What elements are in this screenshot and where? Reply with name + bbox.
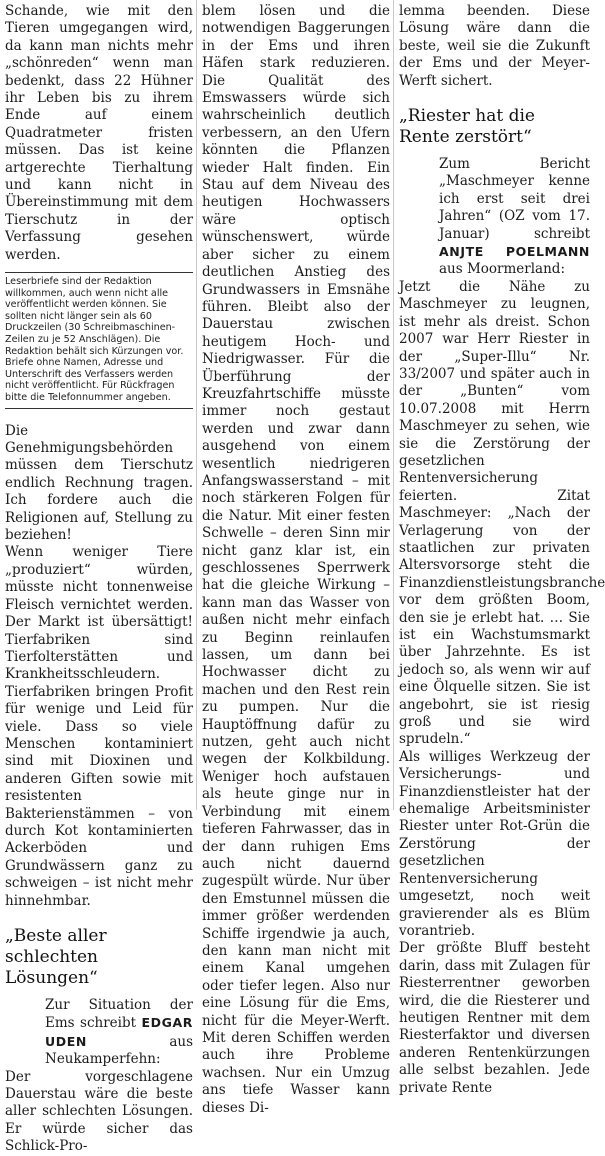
letter-paragraph: Der vorgeschlagene Dauerstau wäre die beste aller schlechten Lösungen. Er würde sicher das Schlick-Pro-: [5, 1068, 193, 1155]
letter-reference: [45, 997, 193, 1069]
editorial-notice: Leserbriefe sind der Redaktion willkommen, auch wenn nicht alle veröffentlicht werden können. Sie sollten nicht länger sein als 60 Druckzeilen (30 Schreibmaschinen-Zeilen zu je 52 Anschlägen). Die Redaktion behält sich Kürzungen vor. Briefe ohne Namen, Adresse und Unterschrift des Verfassers werden nicht veröffentlicht. Für Rückfragen bitte die Telefonnummer angeben.: [5, 272, 193, 409]
letter-paragraph: Die Genehmigungsbehörden müssen dem Tierschutz endlich Rechnung tragen. Ich fordere auch die Religionen auf, Stellung zu beziehen!: [5, 422, 193, 544]
article-column-2: [202, 3, 390, 1116]
author-name: ANJTE POELMANN: [439, 244, 590, 260]
reference-text: Zur Situation der Ems schreibt: [45, 997, 193, 1032]
column-divider: [393, 0, 394, 810]
letter-paragraph: Jetzt die Nähe zu Maschmeyer zu leugnen, ist mehr als dreist. Schon 2007 war Herr Riester in der „Super-Illu“ Nr. 33/2007 und später auch in der „Bunten“ vom 10.07.2008 mit Herrn Maschmeyer zu sehen, wie sie die Zerstörung der gesetzlichen Rentenversicherung feierten. Zitat Maschmeyer: „Nach der Verlagerung von der staatlichen zur privaten Altersvorsorge steht die Finanzdienstleistungsbranche vor dem größten Boom, den sie je erlebt hat. … Sie ist ein Wachstumsmarkt über Jahrzehnte. Es ist jedoch so, als wenn wir auf eine Ölquelle sitzen. Sie ist angebohrt, sie ist riesig groß und sie wird sprudeln.“: [399, 278, 605, 748]
author-name: EDGAR UDEN: [45, 1015, 193, 1049]
letter-headline: „Beste aller schlechten Lösungen“: [5, 926, 107, 988]
letter-paragraph: Der größte Bluff besteht darin, dass mit Zulagen für Riesterrentner geworben wird, die die Riesterer und heutigen Rentner mit dem Riesterfaktor und diversen anderen Rentenkürzungen alle selbst bezahlen. Jede private Rente: [399, 940, 590, 1096]
reference-origin: aus Neukamperfehn:: [45, 1033, 193, 1068]
letter-paragraph: Schande, wie mit den Tieren umgegangen wird, da kann man nichts mehr „schönreden“ wenn man bedenkt, dass 22 Hühner ihr Leben bis zu ihrem Ende auf einem Quadratmeter fristen müssen. Das ist keine artgerechte Tierhaltung und kann nicht in Übereinstimmung mit dem Tierschutz in der Verfassung gesehen werden.: [5, 3, 193, 263]
letter-paragraph: Als williges Werkzeug der Versicherungs- und Finanzdienstleister hat der ehemalige Arbeitsminister Riester unter Rot-Grün die Zerstörung der gesetzlichen Rentenversicherung umgesetzt, noch weit gravierender als es Blüm vorantrieb.: [399, 748, 590, 939]
reference-text: Zum Bericht „Maschmeyer kenne ich erst seit drei Jahren“ (OZ vom 17. Januar) schreibt: [439, 156, 590, 242]
reference-origin: aus Moormerland:: [439, 261, 565, 278]
letter-headline: „Riester hat die Rente zerstört“: [399, 106, 535, 148]
column-divider: [196, 0, 197, 810]
letter-paragraph: blem lösen und die notwendigen Baggerungen in der Ems und ihren Häfen stark reduzieren. Die Qualität des Emswassers würde sich wahrscheinlich deutlich verbessern, an den Ufern könnten die Pflanzen wieder Halt finden. Ein Stau auf dem Niveau des heutigen Hochwassers wäre optisch wünschenswert, würde aber sicher zu einem deutlichen Anstieg des Grundwassers in Emsnähe führen. Bleibt also der Dauerstau zwischen heutigem Hoch- und Niedrigwasser. Für die Überführung der Kreuzfahrtschiffe müsste immer noch gestaut werden und zwar dann ausgehend von einem wesentlich niedrigeren Anfangswasserstand – mit noch stärkeren Folgen für die Natur. Mit einer festen Schwelle – deren Sinn mir nicht ganz klar ist, ein geschlossenes Sperrwerk hat die gleiche Wirkung – kann man das Wasser von außen nicht mehr einfach zu Beginn reinlaufen lassen, um dann bei Hochwasser dicht zu machen und den Rest rein zu pumpen. Nur die Hauptöffnung dafür zu nutzen, geht auch nicht wegen der Kolkbildung. Weniger hoch aufstauen als heute ginge nur in Verbindung mit einem tieferen Fahrwasser, das in der dann ruhigen Ems auch nicht dauernd zugespült würde. Nur über den Emstunnel müssen die immer größer werdenden Schiffe irgendwie ja auch, den kann man nicht mit einem Kanal umgehen oder tiefer legen. Also nur eine Lösung für die Ems, nicht für die Meyer-Werft. Mit deren Schiffen werden auch ihre Probleme wachsen. Nur ein Umzug ans tiefe Wasser kann dieses Di-: [202, 3, 390, 1116]
article-column-1: [5, 3, 193, 1155]
letter-paragraph: lemma beenden. Diese Lösung wäre dann die beste, weil sie die Zukunft der Ems und der Meyer-Werft sichert.: [399, 3, 590, 89]
letter-paragraph: Wenn weniger Tiere „produziert“ würden, müsste nicht tonnenweise Fleisch vernichtet werden. Der Markt ist übersättigt! Tierfabriken sind Tierfolterstätten und Krankheitsschleudern. Tierfabriken bringen Profit für wenige und Leid für viele. Dass so viele Menschen kontaminiert sind mit Dioxinen und anderen Giften sowie mit resistenten Bakterienstämmen – von durch Kot kontaminierten Ackerböden und Grundwässern ganz zu schweigen – ist nicht mehr hinnehmbar.: [5, 544, 193, 909]
article-column-3: [399, 3, 605, 1096]
letter-reference: [439, 156, 590, 279]
